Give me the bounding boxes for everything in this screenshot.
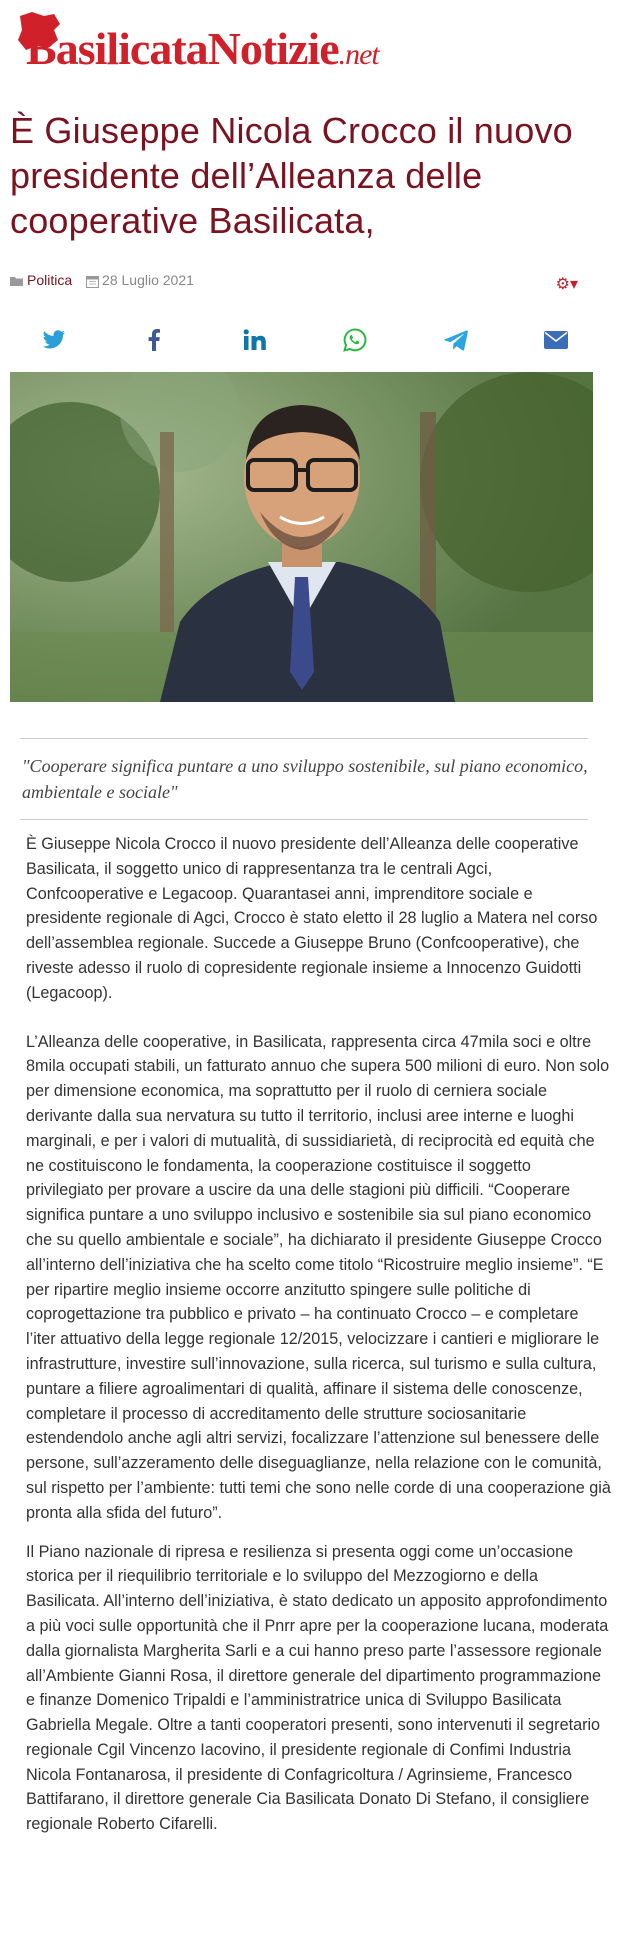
logo-name: asilicata	[55, 23, 208, 74]
site-logo[interactable]	[26, 22, 379, 75]
article-meta	[10, 272, 600, 292]
article-body	[26, 832, 611, 1861]
paragraph: Il Piano nazionale di ripresa e resilienza si presenta oggi come un’occasione storica per il riequilibrio territoriale e lo sviluppo del Mezzogiorno e della Basilicata. All’interno dell’iniziativa, è stato dedicato un apposito approfondimento a più voci sulle opportunità che il Pnrr apre per la cooperazione lucana, moderata dalla giornalista Margherita Sarli e a cui hanno preso parte l’assessore regionale all’Ambiente Gianni Rosa, il direttore generale del dipartimento programmazione e finanze Domenico Tripaldi e l’amministratrice unica di Sviluppo Basilicata Gabriella Megale. Oltre a tanti cooperatori presenti, sono intervenuti il segretario regionale Cgil Vincenzo Iacovino, il presidente regionale di Confimi Industria Nicola Fontanarosa, il presidente di Confagricoltura / Agrinsieme, Francesco Battifarano, il direttore generale Cia Basilicata Donato Di Stefano, il consigliere regionale Roberto Cifarelli.	[26, 1542, 609, 1834]
paragraph: L’Alleanza delle cooperative, in Basilicata, rappresenta circa 47mila soci e oltre 8mila occupati stabili, un fatturato annuo che supera 500 milioni di euro. Non solo per dimensione economica, ma soprattutto per il ruolo di cerniera sociale derivante dalla sua nervatura su tutto il territorio, inclusi aree interne e luoghi marginali, e per i valori di mutualità, di sussidiarietà, di reciprocità ed equità che ne costituiscono le fondamenta, la cooperazione costituisce il soggetto privilegiato per provare a uscire da una delle stagioni più difficili. “Cooperare significa puntare a uno sviluppo inclusivo e sostenibile sia sul piano economico che su quello ambientale e sociale”, ha dichiarato il presidente Giuseppe Crocco all’interno dell’iniziativa che ha scelto come titolo “Ricostruire meglio insieme”. “E per ripartire meglio insieme occorre anzitutto spingere sulle politiche di coprogettazione tra pubblico e privato – ha continuato Crocco – e completare l’iter attuativo della legge regionale 12/2015, velocizzare i cantieri e migliorare le infrastrutture, investire sull’innovazione, sulla ricerca, sul turismo e sulla cultura, puntare a filiere agroalimentari di qualità, affinare il sistema delle conoscenze, completare il processo di accreditamento delle strutture sociosanitarie estendendolo anche agli altri servizi, focalizzare l’attenzione sul benessere delle persone, sull’azzeramento delle diseguaglianze, nella relazione con le comunità, sul rispetto per l’ambiente: tutti temi che sono nelle corde di una cooperazione già pronta alla sfida del futuro”.	[26, 1032, 611, 1522]
logo-second: Notizie	[207, 23, 339, 74]
publish-date: 28 Luglio 2021	[102, 272, 194, 288]
article-title: È Giuseppe Nicola Crocco il nuovo presidente dell’Alleanza delle cooperative Basilicata,	[10, 110, 573, 241]
whatsapp-icon[interactable]	[339, 324, 371, 356]
share-bar	[10, 324, 600, 360]
linkedin-icon[interactable]	[239, 324, 271, 356]
facebook-icon[interactable]	[138, 324, 170, 356]
logo-tld: .net	[338, 38, 379, 71]
pull-quote: "Cooperare significa puntare a uno sviluppo sostenibile, sul piano economico, ambientale e sociale"	[20, 738, 588, 820]
paragraph: È Giuseppe Nicola Crocco il nuovo presidente dell’Alleanza delle cooperative Basilicata, il soggetto unico di rappresentanza tra le centrali Agci, Confcooperative e Legacoop. Quarantasei anni, imprenditore sociale e presidente regionale di Agci, Crocco è stato eletto il 28 luglio a Matera nel corso dell’assemblea regionale. Succede a Giuseppe Bruno (Confcooperative), che riveste adesso il ruolo di copresidente regionale insieme a Innocenzo Guidotti (Legacoop).	[26, 835, 598, 1002]
article-photo	[10, 372, 593, 702]
calendar-icon	[86, 275, 99, 288]
telegram-icon[interactable]	[440, 324, 472, 356]
category-link[interactable]: Politica	[27, 272, 73, 288]
twitter-icon[interactable]	[38, 324, 70, 356]
logo-initial: B	[26, 23, 56, 74]
email-icon[interactable]	[540, 324, 572, 356]
site-header	[12, 6, 612, 80]
portrait-image	[10, 372, 593, 702]
folder-icon	[10, 276, 24, 287]
gear-icon[interactable]: ⚙▾	[555, 276, 578, 293]
